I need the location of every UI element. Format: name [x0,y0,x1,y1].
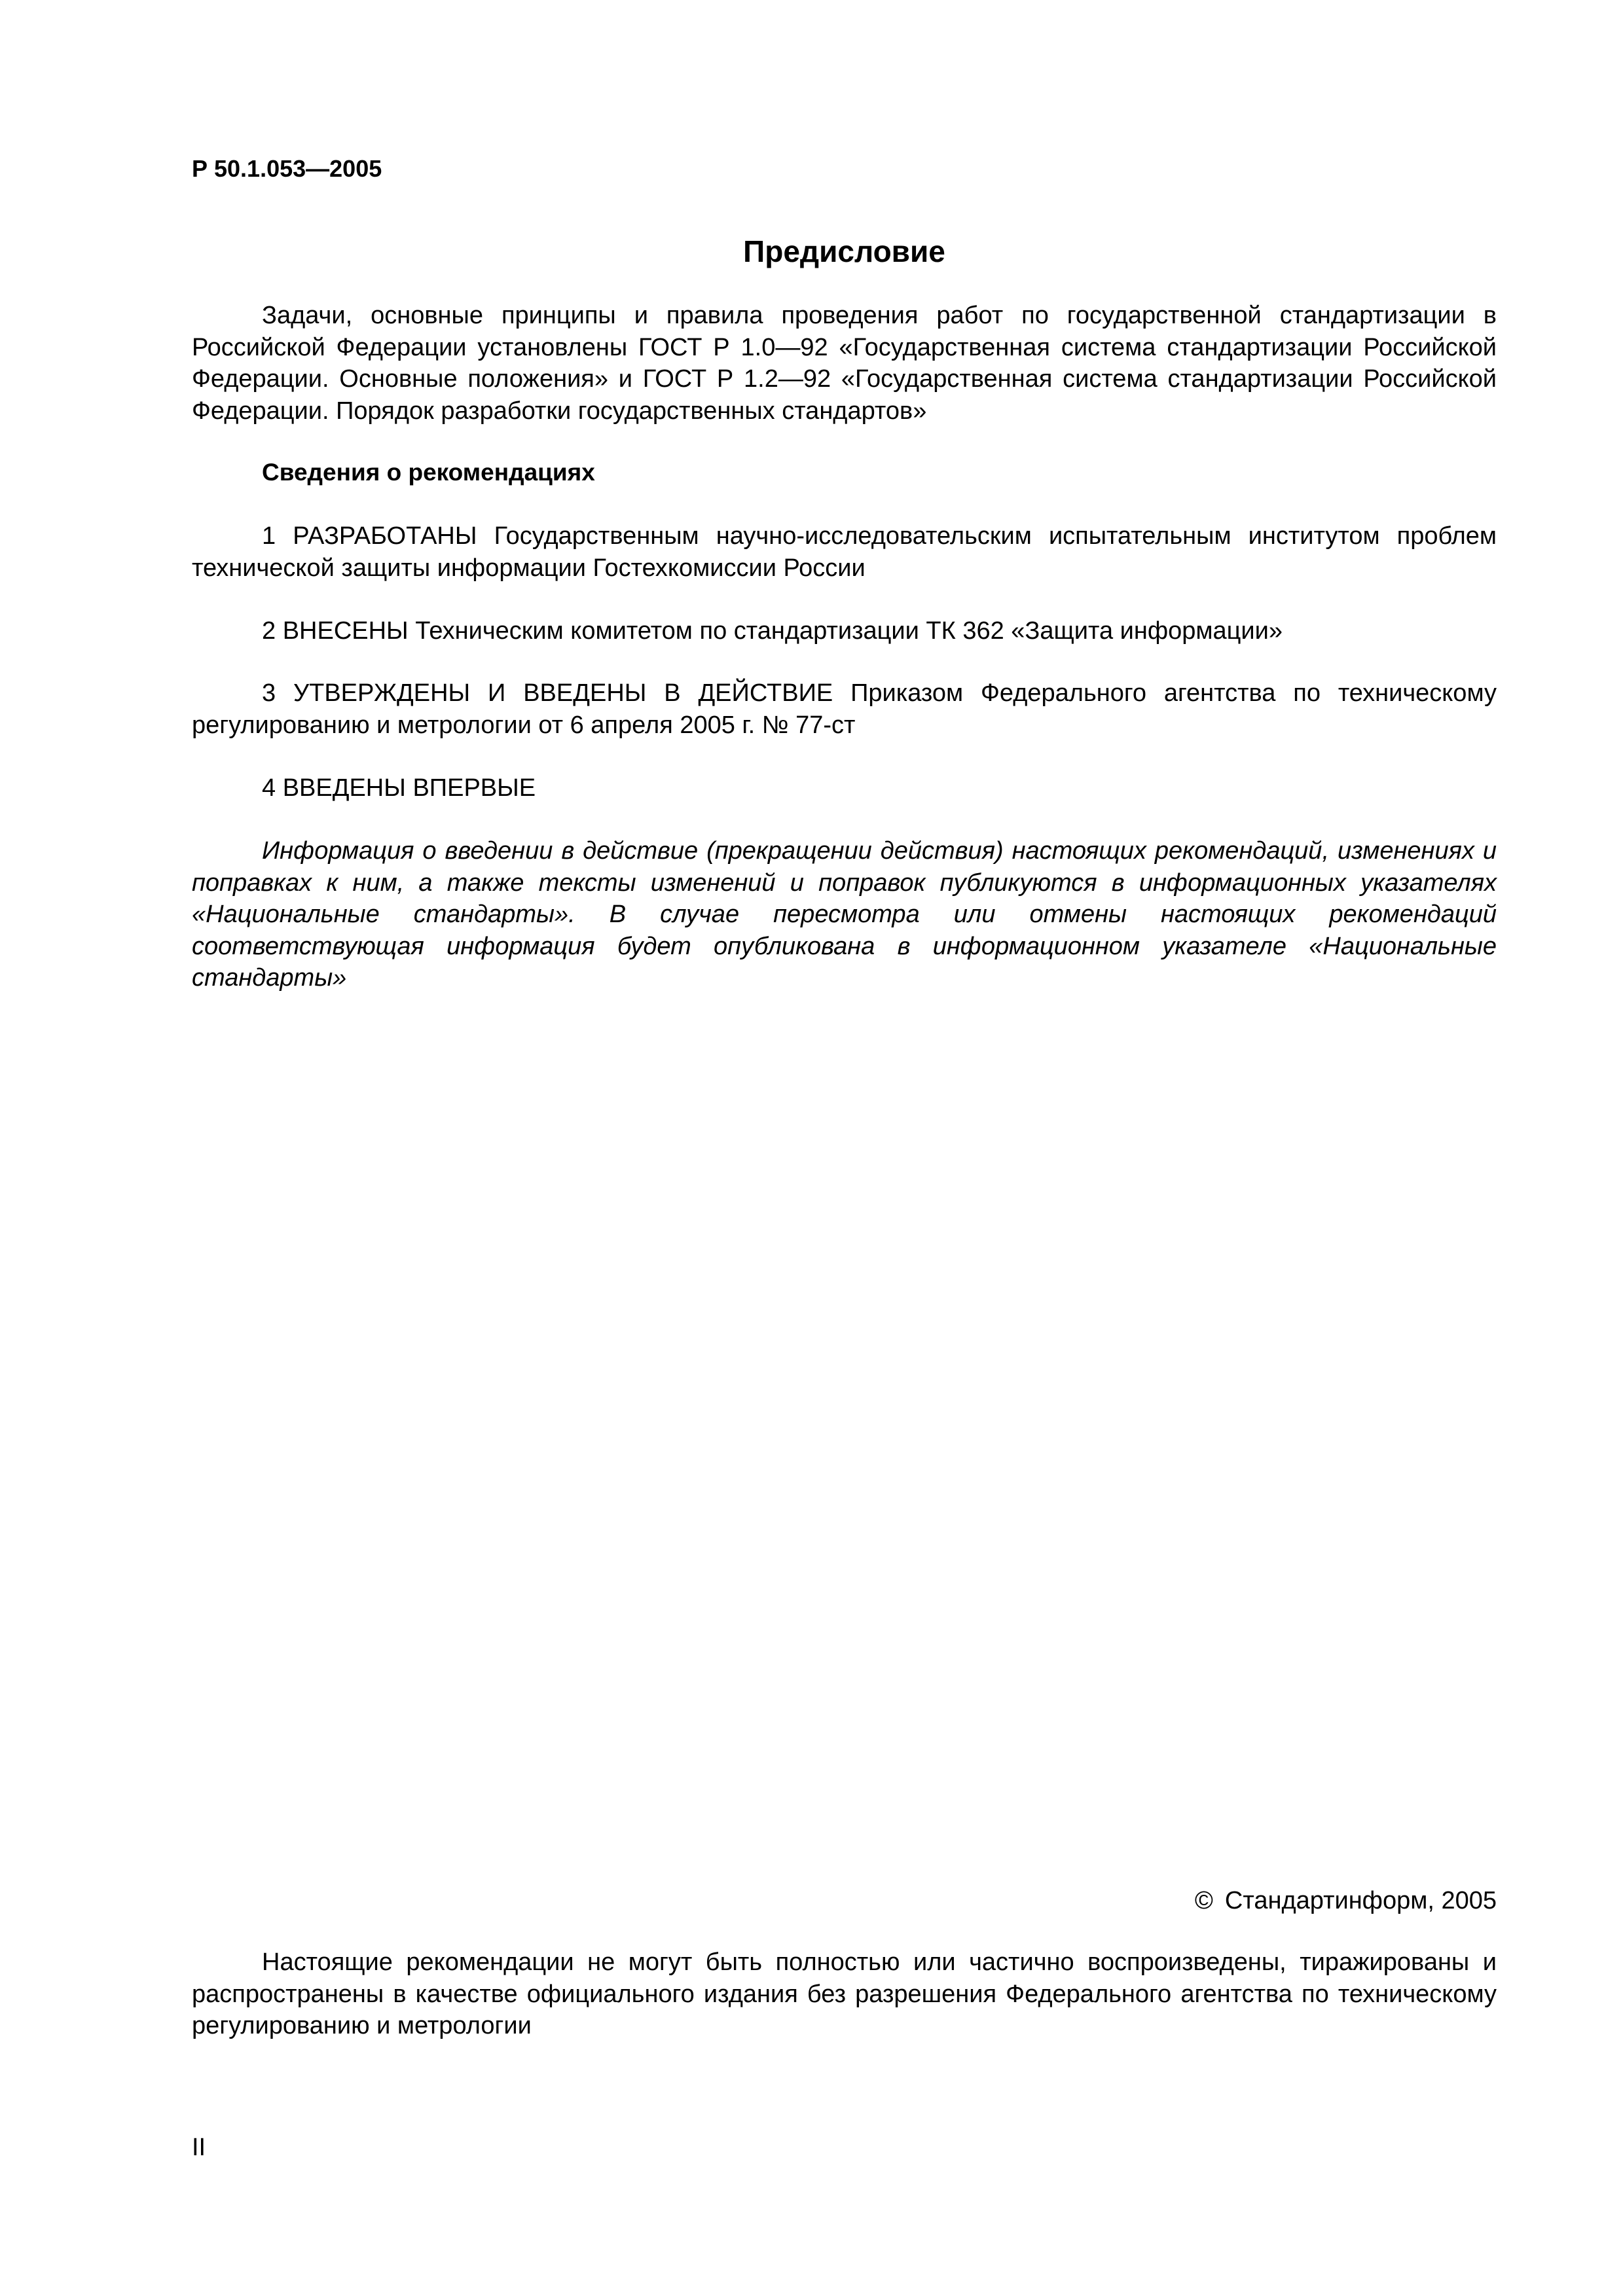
page-title: Предисловие [743,234,945,268]
info-item-introduced: 4 ВВЕДЕНЫ ВПЕРВЫЕ [262,774,536,802]
copyright-line [1195,1885,1497,1916]
reproduction-notice: Настоящие рекомендации не могут быть полностью или частично воспроизведены, тиражированы и распространены в качестве официального издания без разрешения Федерального агентства по техническому регулированию и метрологии [192,1948,1497,2039]
info-item-approved: 3 УТВЕРЖДЕНЫ И ВВЕДЕНЫ В ДЕЙСТВИЕ Приказом Федерального агентства по техническому регулированию и метрологии от 6 апреля 2005 г. № 77-ст [192,679,1497,739]
intro-paragraph: Задачи, основные принципы и правила проведения работ по государственной стандартизации в Российской Федерации установлены ГОСТ Р 1.0—92 «Государственная система стандартизации Российской Федерации. Основные положения» и ГОСТ Р 1.2—92 «Государственная система стандартизации Российской Федерации. Порядок разработки государственных стандартов» [192,302,1497,425]
info-item-developed: 1 РАЗРАБОТАНЫ Государственным научно-исследовательским испытательным институтом проблем технической защиты информации Гостехкомиссии России [192,522,1497,582]
copyright-icon: © [1194,1887,1213,1914]
notice-paragraph: Информация о введении в действие (прекращении действия) настоящих рекомендаций, изменениях и поправках к ним, а также тексты изменений и поправок публикуются в информационных указателях «Национальные стандарты». В случае пересмотра или отмены настоящих рекомендаций соответствующая информация будет опубликована в информационном указателе «Национальные стандарты» [192,837,1497,992]
info-heading: Сведения о рекомендациях [262,459,595,486]
document-code: Р 50.1.053—2005 [192,155,382,182]
info-item-submitted: 2 ВНЕСЕНЫ Техническим комитетом по стандартизации ТК 362 «Защита информации» [262,617,1283,645]
page-number: II [192,2134,206,2161]
copyright-text: Стандартинформ, 2005 [1224,1887,1497,1914]
